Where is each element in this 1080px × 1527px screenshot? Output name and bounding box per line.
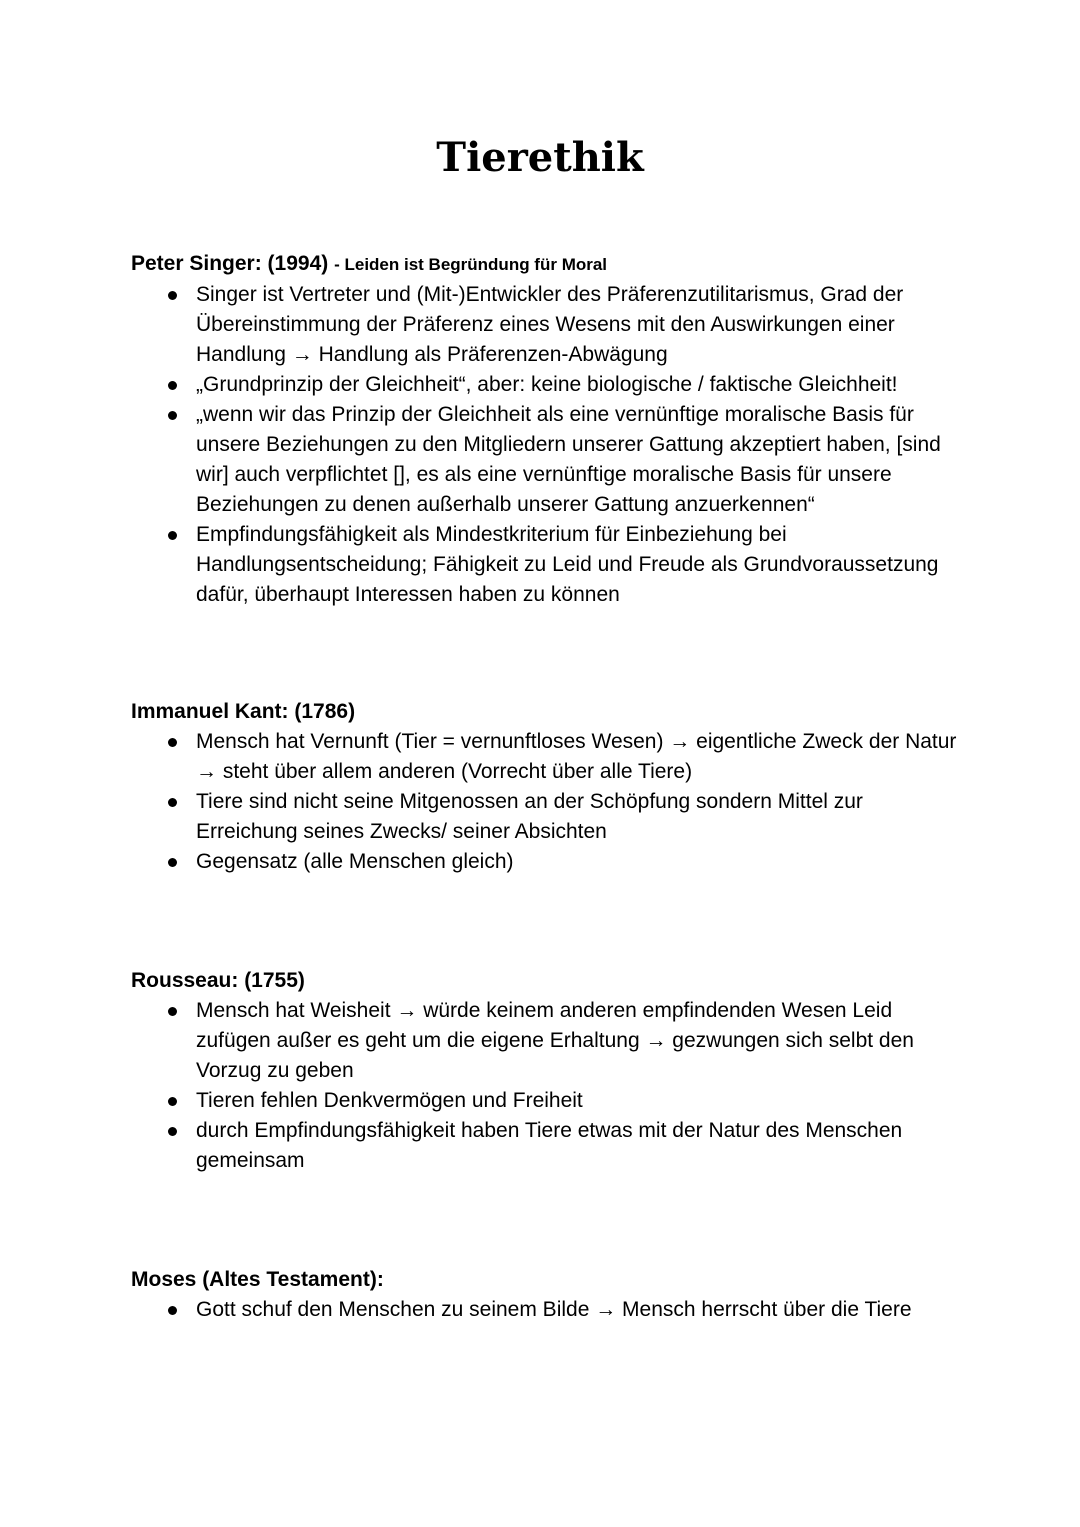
list-item	[131, 400, 961, 520]
bullet-icon	[168, 291, 177, 300]
section-heading: Rousseau: (1755)	[131, 969, 305, 992]
section-heading: Moses (Altes Testament):	[131, 1268, 384, 1291]
list-item-text: Tiere sind nicht seine Mitgenossen an der Schöpfung sondern Mittel zur Erreichung seines Zwecks/ seiner Absichten	[196, 790, 863, 843]
section-rousseau	[131, 966, 961, 1176]
bullet-icon	[168, 858, 177, 867]
list-item-text: „Grundprinzip der Gleichheit“, aber: keine biologische / faktische Gleichheit!	[196, 373, 898, 396]
section-subtitle: - Leiden ist Begründung für Moral	[334, 255, 608, 274]
list-item	[131, 1086, 961, 1116]
list-item-text: Mensch hat Vernunft (Tier = vernunftloses Wesen) → eigentliche Zweck der Natur → steht über allem anderen (Vorrecht über alle Tiere)	[196, 730, 957, 783]
list-item-text: Singer ist Vertreter und (Mit-)Entwickler des Präferenzutilitarismus, Grad der Übereinstimmung der Präferenz eines Wesens mit den Auswirkungen einer Handlung → Handlung als Präferenzen-Abwägung	[196, 283, 904, 366]
bullet-icon	[168, 1127, 177, 1136]
bullet-icon	[168, 1097, 177, 1106]
bullet-list	[131, 280, 961, 610]
list-item	[131, 1295, 961, 1325]
list-item-text: Empfindungsfähigkeit als Mindestkriterium für Einbeziehung bei Handlungsentscheidung; Fähigkeit zu Leid und Freude als Grundvoraussetzung dafür, überhaupt Interessen haben zu können	[196, 523, 939, 606]
section-heading: Immanuel Kant: (1786)	[131, 700, 356, 723]
bullet-list	[131, 996, 961, 1176]
list-item-text: durch Empfindungsfähigkeit haben Tiere etwas mit der Natur des Menschen gemeinsam	[196, 1119, 903, 1172]
list-item-text: Gott schuf den Menschen zu seinem Bilde → Mensch herrscht über die Tiere	[196, 1298, 912, 1321]
bullet-icon	[168, 798, 177, 807]
list-item	[131, 520, 961, 610]
bullet-icon	[168, 381, 177, 390]
list-item	[131, 370, 961, 400]
bullet-icon	[168, 1306, 177, 1315]
section-heading	[131, 249, 961, 280]
list-item-text: Mensch hat Weisheit → würde keinem anderen empfindenden Wesen Leid zufügen außer es geht um die eigene Erhaltung → gezwungen sich selbt den Vorzug zu geben	[196, 999, 914, 1082]
bullet-icon	[168, 738, 177, 747]
bullet-list	[131, 1295, 961, 1325]
list-item	[131, 727, 961, 787]
bullet-icon	[168, 411, 177, 420]
page-title: Tierethik	[436, 134, 644, 181]
bullet-list	[131, 727, 961, 877]
bullet-icon	[168, 1007, 177, 1016]
bullet-icon	[168, 531, 177, 540]
section-peter-singer	[131, 249, 961, 610]
list-item	[131, 787, 961, 847]
list-item-text: Tieren fehlen Denkvermögen und Freiheit	[196, 1089, 583, 1112]
list-item	[131, 847, 961, 877]
list-item	[131, 996, 961, 1086]
section-heading-text: Peter Singer: (1994)	[131, 252, 329, 275]
section-moses	[131, 1265, 961, 1325]
list-item	[131, 1116, 961, 1176]
list-item-text: Gegensatz (alle Menschen gleich)	[196, 850, 514, 873]
list-item	[131, 280, 961, 370]
list-item-text: „wenn wir das Prinzip der Gleichheit als eine vernünftige moralische Basis für unsere Beziehungen zu den Mitgliedern unserer Gattung akzeptiert haben, [sind wir] auch verpflichtet [], es als eine vernünftige moralische Basis für unsere Beziehungen zu denen außerhalb unserer Gattung anzuerkennen“	[196, 403, 941, 516]
section-immanuel-kant	[131, 697, 961, 877]
